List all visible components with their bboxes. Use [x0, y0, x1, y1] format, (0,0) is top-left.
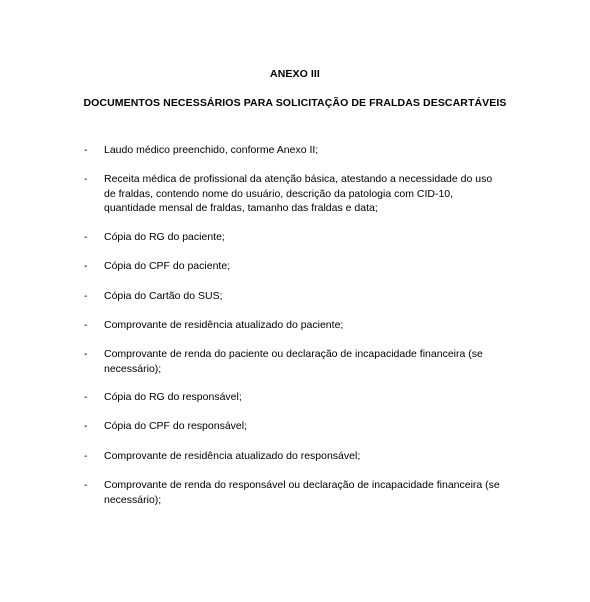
list-item-text: Comprovante de residência atualizado do paciente; — [104, 319, 344, 331]
list-item-text: Laudo médico preenchido, conforme Anexo II; — [104, 144, 319, 156]
list-item-text: Receita médica de profissional da atenção básica, atestando a necessidade do uso de fraldas, contendo nome do usuário, descrição da patologia com CID-10, quantidade mensal de fraldas, tamanho das fraldas e data; — [104, 173, 493, 214]
bullet-dash: - — [84, 260, 88, 272]
list-item-text: Comprovante de residência atualizado do responsável; — [104, 450, 361, 462]
list-item-text: Comprovante de renda do paciente ou declaração de incapacidade financeira (se necessário); — [104, 348, 483, 375]
list-item-text: Comprovante de renda do responsável ou declaração de incapacidade financeira (se necessário); — [104, 479, 500, 506]
list-item-text: Cópia do RG do paciente; — [104, 231, 225, 243]
bullet-dash: - — [84, 319, 88, 331]
bullet-dash: - — [84, 290, 88, 302]
document-heading: DOCUMENTOS NECESSÁRIOS PARA SOLICITAÇÃO DE FRALDAS DESCARTÁVEIS — [83, 97, 507, 109]
list-item-text: Cópia do CPF do responsável; — [104, 420, 247, 432]
bullet-dash: - — [84, 144, 88, 156]
bullet-dash: - — [84, 391, 88, 403]
bullet-dash: - — [84, 450, 88, 462]
bullet-dash: - — [84, 173, 88, 185]
bullet-dash: - — [84, 479, 88, 491]
bullet-dash: - — [84, 348, 88, 360]
list-item-text: Cópia do CPF do paciente; — [104, 260, 231, 272]
bullet-dash: - — [84, 420, 88, 432]
annex-title: ANEXO III — [270, 68, 320, 80]
list-item-text: Cópia do Cartão do SUS; — [104, 290, 223, 302]
list-item-text: Cópia do RG do responsável; — [104, 391, 242, 403]
bullet-dash: - — [84, 231, 88, 243]
